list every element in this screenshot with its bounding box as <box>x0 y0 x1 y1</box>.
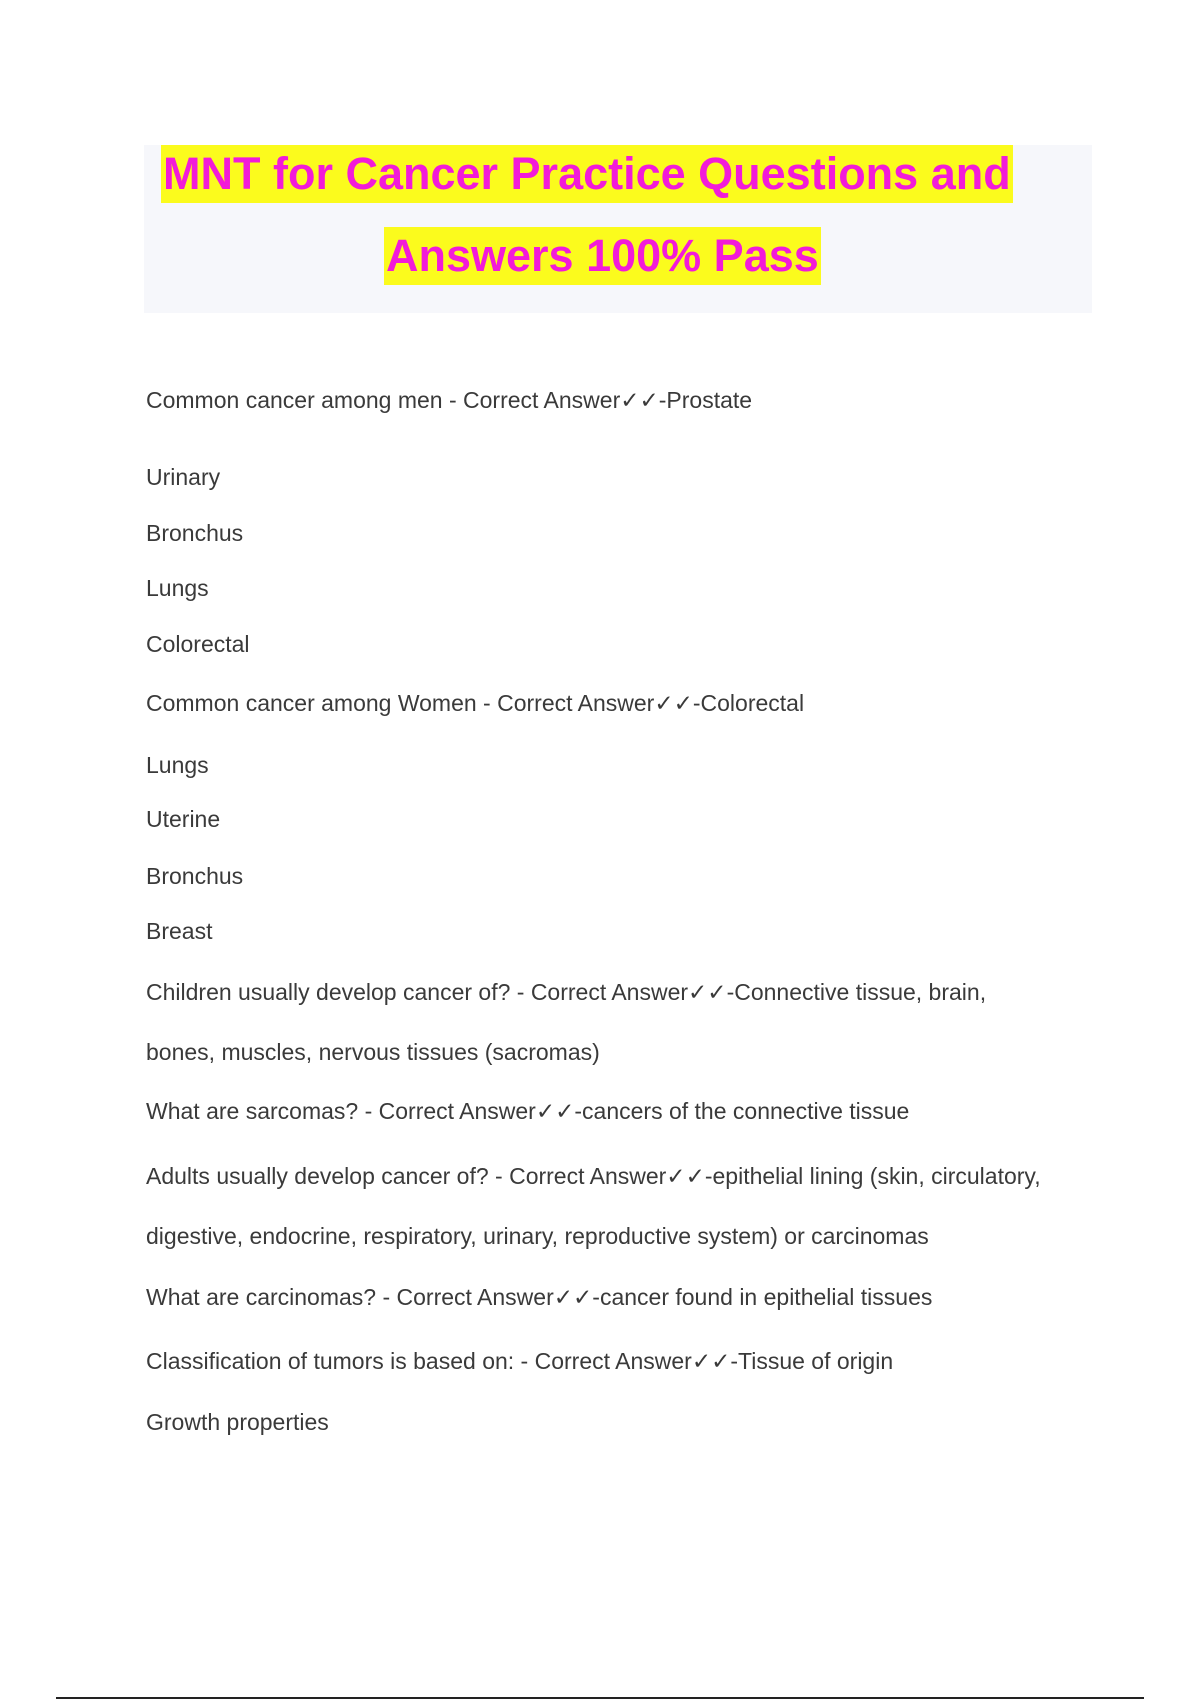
qa-line: Lungs <box>146 575 209 601</box>
qa-line: Common cancer among Women - Correct Answer✓✓-Colorectal <box>146 690 805 716</box>
qa-line: Adults usually develop cancer of? - Correct Answer✓✓-epithelial lining (skin, circulatory, <box>146 1163 1041 1189</box>
qa-line: Colorectal <box>146 631 250 657</box>
qa-line: Urinary <box>146 464 221 490</box>
qa-line: Classification of tumors is based on: - Correct Answer✓✓-Tissue of origin <box>146 1348 894 1374</box>
qa-line: Uterine <box>146 806 221 832</box>
qa-line: Lungs <box>146 752 209 778</box>
qa-line: What are sarcomas? - Correct Answer✓✓-cancers of the connective tissue <box>146 1098 910 1124</box>
document-title-line-1: MNT for Cancer Practice Questions and <box>161 145 1013 203</box>
qa-line: Bronchus <box>146 520 244 546</box>
qa-line: bones, muscles, nervous tissues (sacromas) <box>146 1039 600 1065</box>
qa-line: digestive, endocrine, respiratory, urinary, reproductive system) or carcinomas <box>146 1223 929 1249</box>
qa-line: Bronchus <box>146 863 244 889</box>
qa-line: Children usually develop cancer of? - Correct Answer✓✓-Connective tissue, brain, <box>146 979 987 1005</box>
bottom-divider <box>56 1697 1144 1699</box>
qa-line: What are carcinomas? - Correct Answer✓✓-cancer found in epithelial tissues <box>146 1284 933 1310</box>
title-box <box>144 145 1092 313</box>
qa-line: Common cancer among men - Correct Answer✓✓-Prostate <box>146 387 753 413</box>
qa-line: Growth properties <box>146 1409 329 1435</box>
qa-line: Breast <box>146 918 213 944</box>
document-title-line-2: Answers 100% Pass <box>384 227 821 285</box>
